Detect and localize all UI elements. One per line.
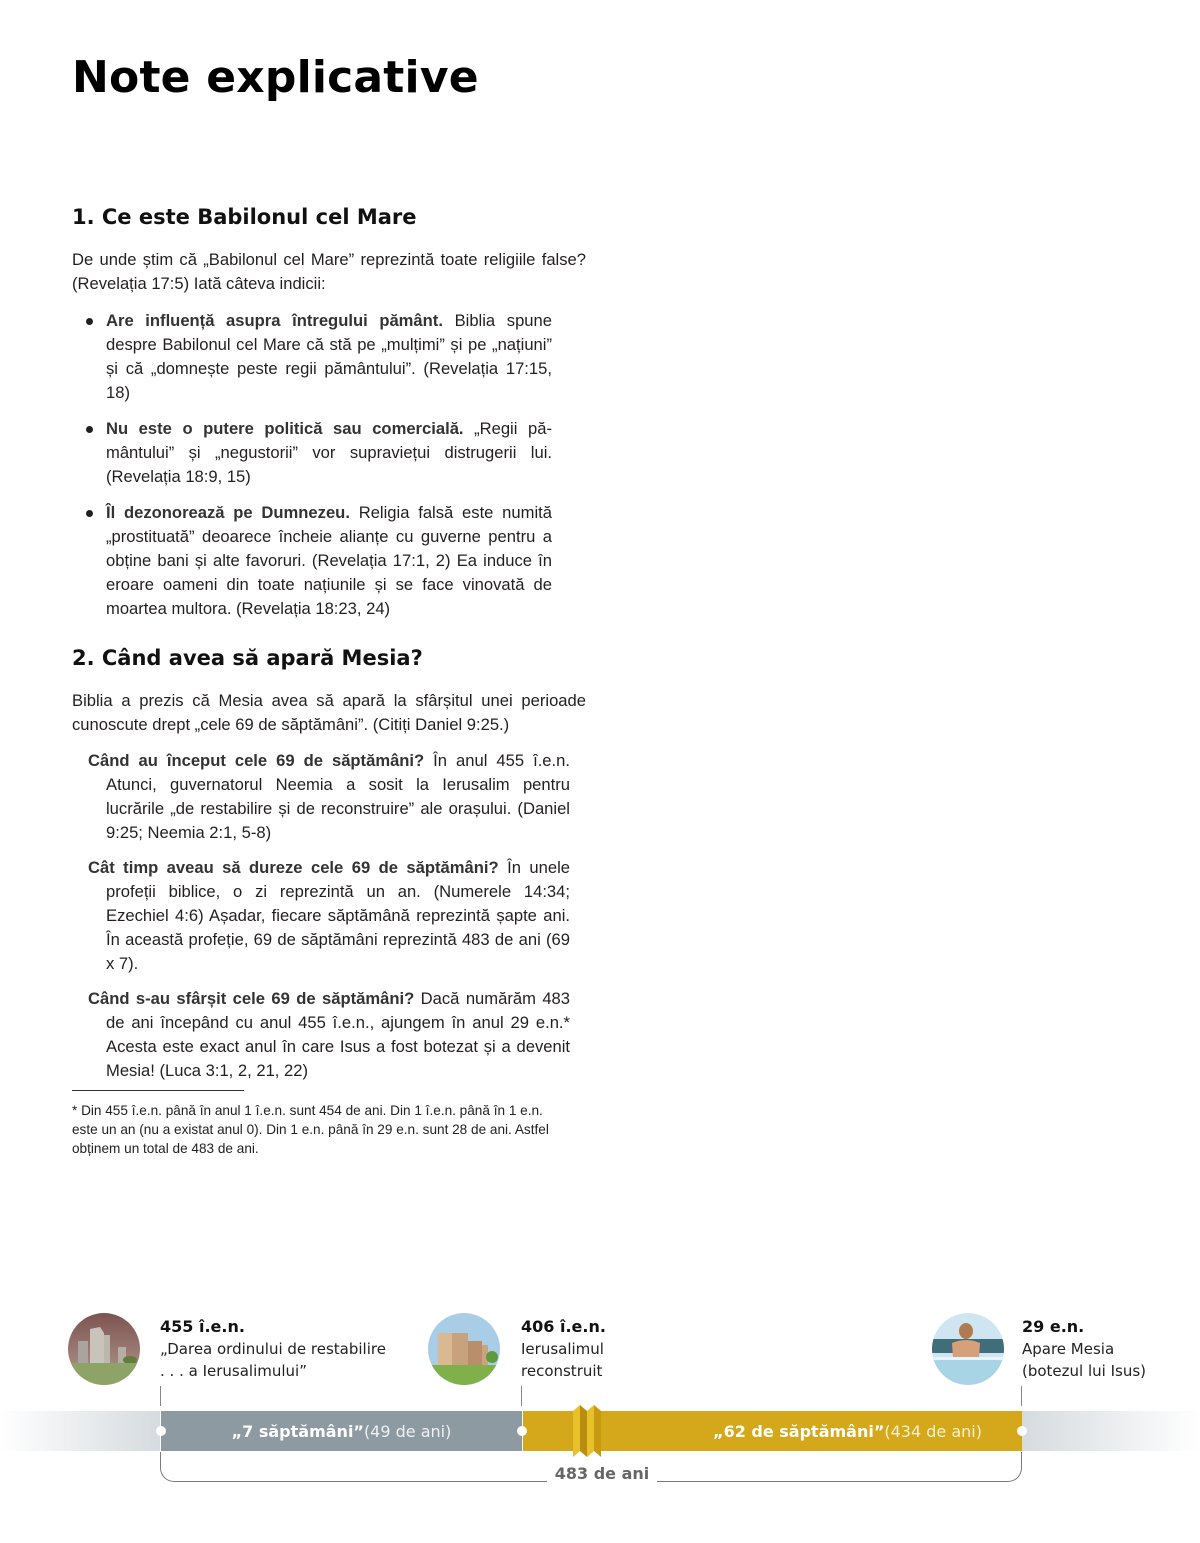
tick-455 (160, 1386, 161, 1406)
event-desc-line: . . . a Ierusalimului” (160, 1362, 307, 1380)
bullet-text: Religia falsă este numită „prostituată” deoarece încheie alianțe cu guverne pentru a obține bani și alte favoruri. (Revelația 17:1, 2) Ea induce în eroare oameni din toate națiunile și se face vinovată de moartea multora. (Revelația 18:23, 24) (106, 503, 552, 618)
section-babylon (72, 205, 586, 633)
bullet-text: Biblia spune despre Babilonul cel Mare că stă pe „mulțimi” și pe „națiuni” și că „domnește peste regii pământului”. (Revelația 17:15, 18) (106, 311, 552, 402)
event-desc-line: Apare Mesia (1022, 1340, 1115, 1358)
qa-item (88, 856, 570, 976)
bullet-lead: Nu este o putere politică sau comercială. (106, 419, 464, 438)
timeline-node-406 (517, 1426, 527, 1436)
bullet-item (72, 417, 552, 489)
qa-answer: În unele profeții biblice, o zi reprezintă un an. (Numerele 14:34; Ezechiel 4:6) Așadar, fiecare săptămână reprezintă șapte ani. În această profeție, 69 de săptămâni reprezintă 483 de ani (69 x 7). (106, 858, 570, 973)
segment-label-bold: „62 de săptămâni” (713, 1421, 885, 1441)
segment-label-bold: „7 săptămâni” (231, 1421, 364, 1441)
qa-answer: Dacă numărăm 483 de ani începând cu anul 455 î.e.n., ajungem în anul 29 e.n.* Acesta este exact anul în care Isus a fost botezat și a devenit Mesia! (Luca 3:1, 2, 21, 22) (106, 989, 571, 1080)
event-year: 406 î.e.n. (521, 1317, 606, 1336)
bullet-lead: Are influență asupra întregului pământ. (106, 311, 443, 330)
bullet-item (72, 501, 552, 621)
event-year: 455 î.e.n. (160, 1317, 245, 1336)
footnote-divider (72, 1090, 244, 1091)
segment-label-years: (49 de ani) (363, 1421, 452, 1441)
bullet-item (72, 309, 552, 405)
segment-label-years: (434 de ani) (884, 1421, 982, 1441)
ruined-walls-icon (68, 1313, 140, 1385)
fold-break-icon (570, 1403, 606, 1459)
bullet-lead: Îl dezonorează pe Dumnezeu. (106, 503, 350, 522)
event-year: 29 e.n. (1022, 1317, 1085, 1336)
qa-question: Când s-au sfârșit cele 69 de săptămâni? (88, 989, 415, 1008)
baptism-icon (932, 1313, 1004, 1385)
qa-question: Când au început cele 69 de săptămâni? (88, 751, 425, 770)
bullet-icon (86, 426, 93, 433)
bullet-text: „Regii pământului” și „negustorii” vor supraviețui distrugerii lui. (Revelația 18:9, 15) (106, 419, 552, 486)
footnote: * Din 455 î.e.n. până în anul 1 î.e.n. sunt 454 de ani. Din 1 î.e.n. până în 1 e.n. este un an (nu a existat anul 0). Din 1 e.n. până în 29 e.n. sunt 28 de ani. Astfel obținem un total de 483 de ani. (72, 1103, 549, 1156)
section-1-heading: 1. Ce este Babilonul cel Mare (72, 205, 417, 229)
timeline-node-455 (156, 1426, 166, 1436)
qa-question: Cât timp aveau să dureze cele 69 de săptămâni? (88, 858, 499, 877)
event-455 (160, 1316, 386, 1382)
qa-answer: În anul 455 î.e.n. Atunci, guvernatorul Neemia a sosit la Ierusalim pentru lucrările „de restabilire și de reconstruire” ale orașului. (Daniel 9:25; Neemia 2:1, 5-8) (106, 751, 570, 842)
total-years-label: 483 de ani (547, 1464, 657, 1483)
section-2-heading: 2. Când avea să apară Mesia? (72, 646, 423, 670)
qa-item (88, 987, 570, 1083)
bullet-icon (86, 318, 93, 325)
timeline-node-29 (1017, 1426, 1027, 1436)
page-title: Note explicative (72, 52, 479, 103)
event-406 (521, 1316, 606, 1382)
tick-406 (521, 1386, 522, 1406)
qa-item (88, 749, 570, 845)
section-2-intro: Biblia a prezis că Mesia avea să apară la sfârșitul unei perioade cunoscute drept „cele 69 de săptămâni”. (Citiți Daniel 9:25.) (72, 691, 586, 734)
section-1-bullets (72, 309, 586, 621)
event-desc-line: reconstruit (521, 1362, 603, 1380)
tick-29 (1021, 1386, 1022, 1406)
section-messiah (72, 646, 586, 1094)
event-desc-line: „Darea ordinului de restabilire (160, 1340, 386, 1358)
event-desc-line: Ierusalimul (521, 1340, 604, 1358)
event-29 (1022, 1316, 1146, 1382)
segment-7-weeks (161, 1411, 522, 1451)
bullet-icon (86, 510, 93, 517)
timeline-fade-right (1022, 1411, 1200, 1451)
section-1-intro: De unde știm că „Babilonul cel Mare” reprezintă toate religiile false? (Revelația 17:5) Iată câteva indicii: (72, 250, 586, 293)
rebuilt-walls-icon (428, 1313, 500, 1385)
event-desc-line: (botezul lui Isus) (1022, 1362, 1146, 1380)
timeline-fade-left (0, 1411, 160, 1451)
